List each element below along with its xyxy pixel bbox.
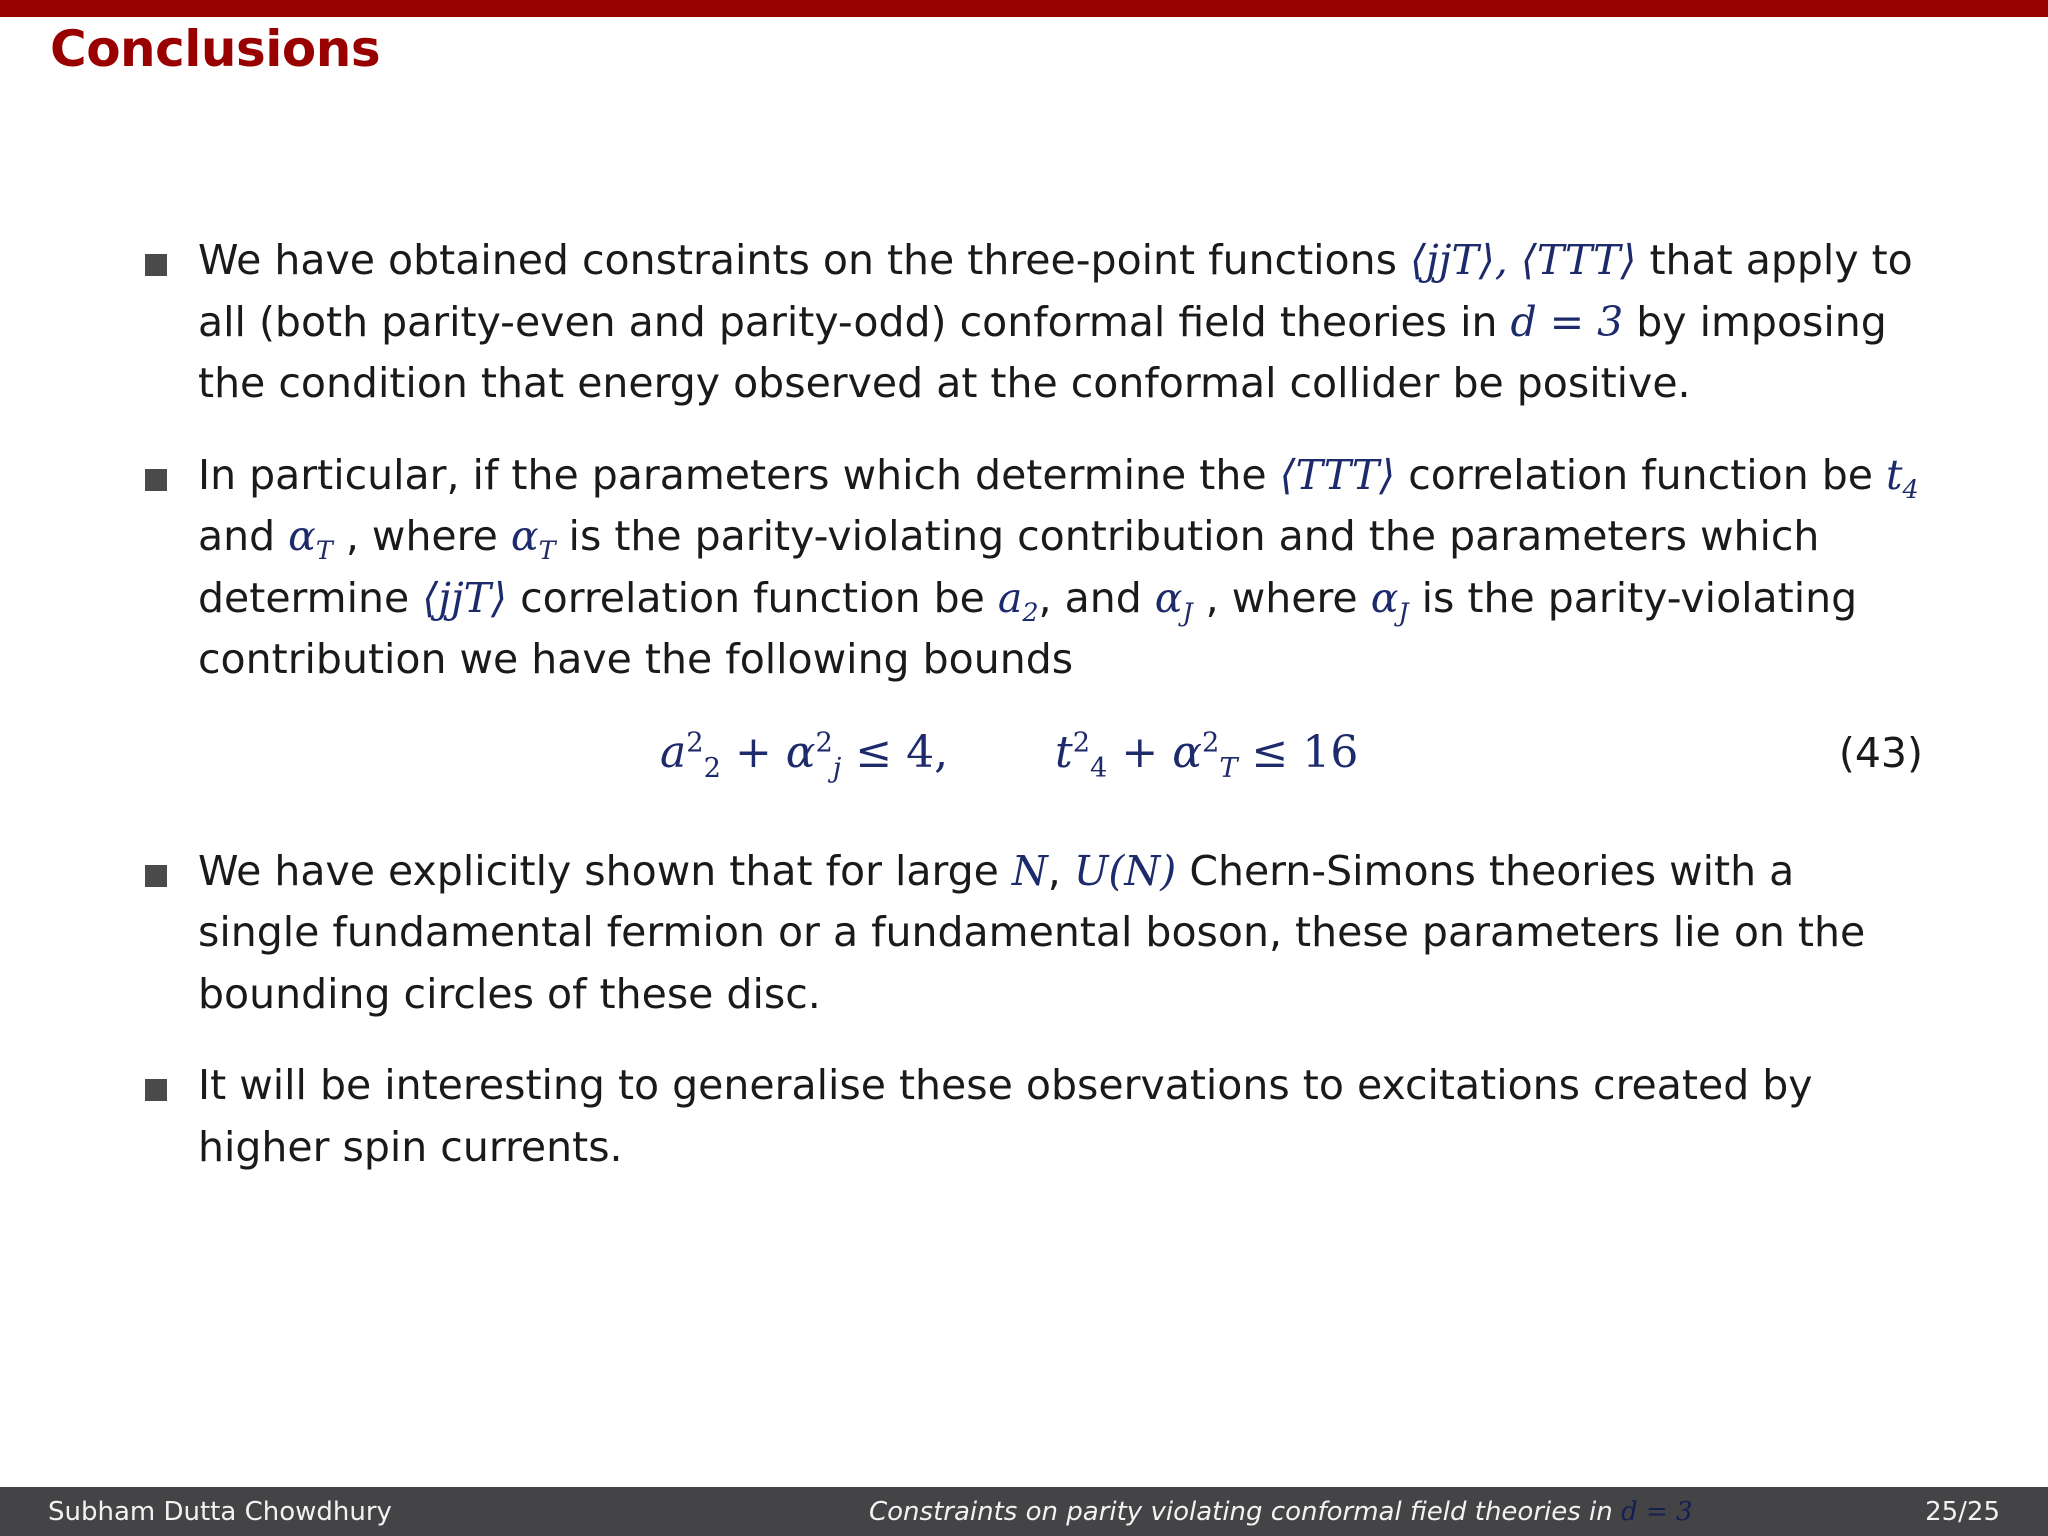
math-alpha-j: $\alpha_J$ (1154, 573, 1193, 627)
bullet-square-icon (145, 254, 167, 276)
bullet-item-parameters (143, 445, 1923, 691)
equation-number: (43) (1838, 728, 1923, 777)
bullet-text: correlation function be (507, 573, 998, 622)
bullet-text: We have obtained constraints on the three-point functions (198, 236, 1411, 284)
bullet-item-chern-simons (143, 841, 1923, 1026)
bullet-square-icon (145, 469, 167, 491)
bullet-text: We have explicitly shown that for large (198, 846, 1012, 895)
bullet-square-icon (145, 865, 167, 887)
bullet-text: and (198, 512, 289, 560)
bullet-text: It will be interesting to generalise these observations to excitations created by higher spin currents. (198, 1061, 1813, 1171)
bullet-text: is the parity-violating contribution and the parameters which determine (198, 512, 1820, 622)
bullet-text: , (1047, 846, 1074, 895)
bullet-text: correlation function be (1395, 450, 1887, 499)
math-a2: $a_2$ (997, 573, 1039, 627)
bullet-text: In particular, if the parameters which determine the (198, 450, 1280, 499)
footer-author: Subham Dutta Chowdhury (48, 1497, 392, 1527)
math-ttt: ⟨TTT⟩ (1279, 450, 1396, 499)
math-alpha-t: $\alpha_T$ (510, 512, 556, 566)
equation-bound-jjt: $a^2_2 + \alpha^2_j \le 4$, (660, 726, 949, 784)
bullet-square-icon (145, 1079, 167, 1101)
bullet-text: that apply to all (both parity-even and parity-odd) conformal field theories in (198, 236, 1913, 346)
slide-title: Conclusions (50, 20, 381, 78)
math-three-point-functions: ⟨jjT⟩, ⟨TTT⟩ (1410, 236, 1637, 284)
math-n: N (1011, 846, 1048, 895)
bullet-text: by imposing the condition that energy observed at the conformal collider be positive. (198, 297, 1887, 407)
bullet-item-outlook (143, 1055, 1923, 1178)
footer-bar (0, 1487, 2048, 1536)
footer-talk-title: Constraints on parity violating conformal field theories in d = 3 (869, 1497, 1693, 1527)
math-alpha-j: $\alpha_J$ (1370, 573, 1409, 627)
math-alpha-t: $\alpha_T$ (288, 512, 333, 566)
math-un: U(N) (1073, 846, 1177, 895)
math-jjt: ⟨jjT⟩ (422, 573, 508, 622)
math-t4: $t_4$ (1886, 450, 1919, 504)
math-dimension: d = 3 (1510, 297, 1624, 346)
bullet-text: , where (332, 512, 511, 560)
bullet-item-constraints (143, 230, 1923, 415)
bullet-text: , and (1038, 573, 1155, 622)
slide-content (143, 230, 1923, 1208)
equation-bound-ttt: $t^2_4 + \alpha^2_T \le 16$ (1055, 726, 1359, 784)
bullet-text: Chern-Simons theories with a single fundamental fermion or a fundamental boson, these parameters lie on the bounding circles of these disc. (198, 846, 1866, 1018)
bullet-text: is the parity-violating contribution we have the following bounds (198, 573, 1858, 683)
display-equation (143, 721, 1923, 785)
bullet-text: , where (1192, 573, 1371, 622)
footer-page-number: 25/25 (1925, 1497, 2000, 1527)
top-accent-bar (0, 0, 2048, 17)
